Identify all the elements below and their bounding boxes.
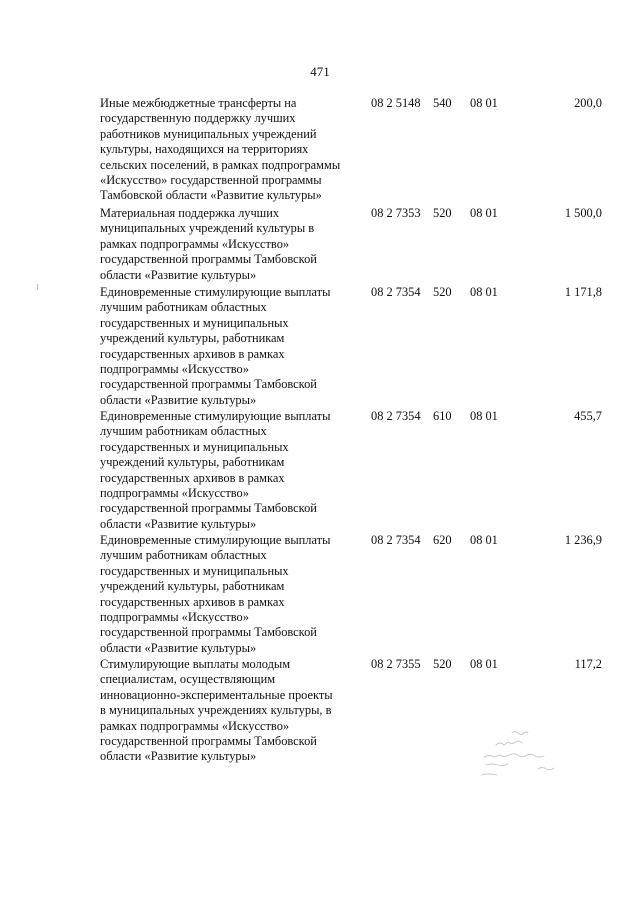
row-expense-type: 610: [433, 409, 452, 423]
row-description: Стимулирующие выплаты молодым специалистам, осуществляющим инновационно-экспериментальные проекты в муниципальных учреждениях культуры, в рамках подпрограммы «Искусство» государственной программы Тамбовской области «Развитие культуры»: [100, 657, 333, 764]
table-row: [0, 206, 640, 285]
row-amount: 1 171,8: [564, 285, 602, 299]
row-target-code: 08 2 7355: [371, 657, 421, 671]
row-amount: 455,7: [574, 409, 602, 423]
row-description: Единовременные стимулирующие выплаты лучшим работникам областных государственных и муниципальных учреждений культуры, работникам государственных архивов в рамках подпрограммы «Искусство» государственной программы Тамбовской области «Развитие культуры»: [100, 533, 331, 655]
row-description: Материальная поддержка лучших муниципальных учреждений культуры в рамках подпрограммы «Искусство» государственной программы Тамбовской области «Развитие культуры»: [100, 206, 317, 282]
row-section: 08 01: [470, 533, 498, 547]
row-expense-type: 520: [433, 206, 452, 220]
faded-stamp-mark: [478, 725, 598, 785]
row-amount: 1 500,0: [564, 206, 602, 220]
page-number: 471: [310, 64, 330, 79]
row-target-code: 08 2 5148: [371, 96, 421, 110]
row-amount: 1 236,9: [564, 533, 602, 547]
row-expense-type: 620: [433, 533, 452, 547]
row-target-code: 08 2 7353: [371, 206, 421, 220]
budget-table: [0, 96, 640, 767]
row-expense-type: 520: [433, 657, 452, 671]
row-description: Единовременные стимулирующие выплаты лучшим работникам областных государственных и муниципальных учреждений культуры, работникам государственных архивов в рамках подпрограммы «Искусство» государственной программы Тамбовской области «Развитие культуры»: [100, 285, 331, 407]
row-section: 08 01: [470, 285, 498, 299]
row-expense-type: 540: [433, 96, 452, 110]
row-target-code: 08 2 7354: [371, 285, 421, 299]
row-target-code: 08 2 7354: [371, 409, 421, 423]
table-row: [0, 533, 640, 657]
row-section: 08 01: [470, 206, 498, 220]
row-description: Иные межбюджетные трансферты на государственную поддержку лучших работников муниципальных учреждений культуры, находящихся на территориях сельских поселений, в рамках подпрограммы «Искусство» государственной программы Тамбовской области «Развитие культуры»: [100, 96, 341, 203]
row-section: 08 01: [470, 409, 498, 423]
table-row: [0, 409, 640, 533]
row-amount: 117,2: [574, 657, 602, 671]
row-expense-type: 520: [433, 285, 452, 299]
row-description: Единовременные стимулирующие выплаты лучшим работникам областных государственных и муниципальных учреждений культуры, работникам государственных архивов в рамках подпрограммы «Искусство» государственной программы Тамбовской области «Развитие культуры»: [100, 409, 331, 531]
row-amount: 200,0: [574, 96, 602, 110]
table-row: [0, 96, 640, 206]
row-section: 08 01: [470, 657, 498, 671]
row-target-code: 08 2 7354: [371, 533, 421, 547]
row-section: 08 01: [470, 96, 498, 110]
table-row: [0, 285, 640, 409]
